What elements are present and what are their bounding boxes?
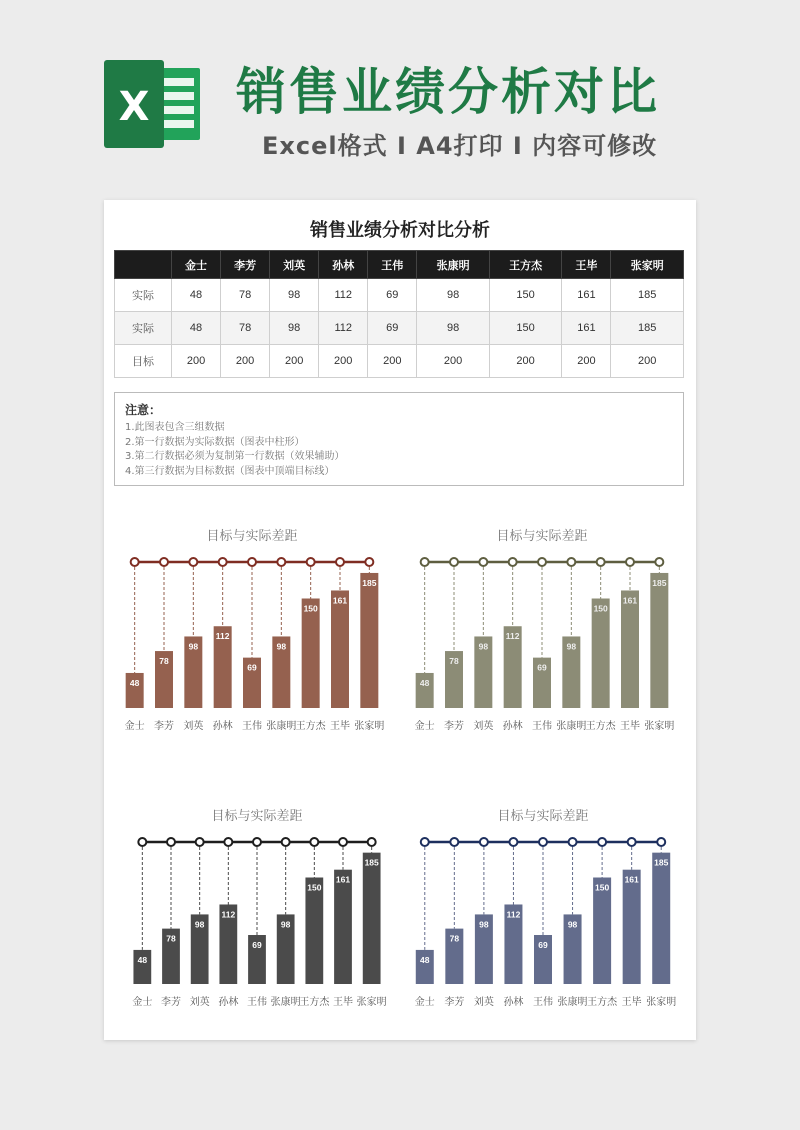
table-cell: 48 [172,279,221,312]
bar-value-label: 161 [335,874,351,885]
chart-svg [400,786,686,1026]
table-cell: 150 [489,312,562,345]
bar-王毕 [331,590,349,708]
table-cell: 112 [319,279,368,312]
page-subtitle: Excel格式 I A4打印 I 内容可修改 [262,132,658,160]
chart-olive [400,506,684,750]
chart-title: 目标与实际差距 [211,809,303,824]
target-marker [657,838,665,846]
category-label: 李芳 [444,997,465,1008]
bar-value-label: 78 [159,656,169,667]
excel-icon-badge [104,60,164,148]
bar-张家明 [363,853,381,984]
bar-王毕 [623,870,641,984]
target-marker [479,558,487,566]
target-marker [480,838,488,846]
category-label: 刘英 [189,997,210,1008]
target-marker [421,558,429,566]
category-label: 王毕 [620,721,640,732]
category-label: 王方杰 [299,997,330,1008]
target-marker [131,558,139,566]
table-cell: 98 [270,312,319,345]
category-label: 王毕 [621,997,642,1008]
bar-value-label: 98 [280,919,291,930]
bar-value-label: 48 [419,677,430,688]
bar-value-label: 98 [567,919,578,930]
bar-value-label: 150 [595,882,610,893]
table-cell: 161 [562,312,611,345]
row-label: 目标 [115,345,172,378]
row-label: 实际 [115,312,172,345]
chart-brown [110,506,394,750]
table-cell: 69 [368,279,417,312]
table-cell: 185 [611,312,684,345]
chart-title: 目标与实际差距 [206,529,298,544]
chart-svg [110,506,394,750]
table-header-cell: 王毕 [562,251,611,279]
bar-王毕 [334,870,352,984]
bar-value-label: 78 [449,933,460,944]
table-header-cell: 王伟 [368,251,417,279]
note-line: 3.第二行数据必须为复制第一行数据（效果辅助） [125,451,345,462]
target-marker [655,558,663,566]
page-header [0,0,800,190]
target-marker [160,558,168,566]
category-label: 王伟 [532,721,552,732]
bar-value-label: 185 [362,577,377,588]
category-label: 李芳 [154,721,174,732]
category-label: 王毕 [333,997,353,1008]
category-label: 孙林 [212,721,233,732]
table-cell: 69 [368,312,417,345]
bar-value-label: 69 [252,940,262,951]
bar-王方杰 [592,599,610,709]
category-label: 李芳 [444,721,464,732]
chart-title: 目标与实际差距 [497,809,589,824]
table-header-cell: 张家明 [611,251,684,279]
target-marker [450,838,458,846]
chart-title: 目标与实际差距 [496,529,588,544]
category-label: 张康明 [556,721,587,732]
bar-value-label: 161 [332,595,348,606]
table-cell: 185 [611,279,684,312]
table-cell: 98 [270,279,319,312]
category-label: 张康明 [557,997,588,1008]
target-marker [597,558,605,566]
bar-张家明 [652,853,670,984]
bar-value-label: 69 [538,940,548,951]
table-header-cell [115,251,172,279]
excel-icon-letter: X [118,84,150,130]
category-label: 金士 [124,721,145,732]
target-marker [253,838,261,846]
bar-value-label: 150 [307,882,322,893]
row-label: 实际 [115,279,172,312]
target-marker [339,838,347,846]
category-label: 李芳 [161,997,181,1008]
table-cell: 200 [270,345,319,378]
bar-value-label: 48 [129,677,140,688]
category-label: 孙林 [218,997,239,1008]
target-marker [569,838,577,846]
target-marker [365,558,373,566]
note-title: 注意： [125,403,162,417]
target-marker [368,838,376,846]
category-label: 金士 [132,997,153,1008]
bar-value-label: 98 [276,641,287,652]
table-cell: 200 [562,345,611,378]
table-cell: 200 [221,345,270,378]
table-cell: 98 [417,279,490,312]
bar-value-label: 98 [566,641,577,652]
bar-value-label: 185 [364,857,379,868]
bar-value-label: 112 [505,631,520,642]
category-label: 张家明 [356,997,387,1008]
table-row [115,279,684,312]
table-header-cell: 王方杰 [489,251,562,279]
bar-王毕 [621,590,639,708]
document-title: 销售业绩分析对比分析 [310,220,490,241]
target-marker [310,838,318,846]
target-marker [196,838,204,846]
category-label: 王方杰 [295,721,326,732]
category-label: 王方杰 [585,721,616,732]
note-line: 1.此图表包含三组数据 [125,422,225,433]
category-label: 孙林 [503,997,524,1008]
bar-王方杰 [305,878,323,985]
bar-value-label: 112 [215,631,230,642]
table-header-row [115,251,684,279]
target-marker [421,838,429,846]
bar-value-label: 98 [479,919,489,930]
target-marker [628,838,636,846]
category-label: 王伟 [242,721,262,732]
table-cell: 161 [562,279,611,312]
target-marker [277,558,285,566]
chart-navy [400,786,686,1026]
table-cell: 150 [489,279,562,312]
table-header-cell: 李芳 [221,251,270,279]
table-header-cell: 金士 [172,251,221,279]
table-cell: 78 [221,312,270,345]
bar-value-label: 98 [478,641,489,652]
table-cell: 200 [368,345,417,378]
table-cell: 78 [221,279,270,312]
category-label: 张康明 [266,721,297,732]
bar-value-label: 98 [194,919,205,930]
bar-value-label: 112 [506,909,521,920]
table-cell: 98 [417,312,490,345]
bar-value-label: 78 [449,656,459,667]
table-cell: 112 [319,312,368,345]
target-marker [626,558,634,566]
table-header-cell: 刘英 [270,251,319,279]
target-marker [248,558,256,566]
chart-svg [400,506,684,750]
table-cell: 200 [611,345,684,378]
category-label: 刘英 [473,997,494,1008]
bar-value-label: 185 [652,577,667,588]
category-label: 王伟 [533,997,553,1008]
chart-charcoal [118,786,396,1026]
bar-value-label: 161 [622,595,638,606]
bar-value-label: 161 [624,874,639,885]
target-marker [539,838,547,846]
category-label: 王毕 [330,721,350,732]
category-label: 王伟 [247,997,267,1008]
category-label: 金士 [414,721,435,732]
target-marker [138,838,146,846]
target-marker [224,838,232,846]
bar-张家明 [650,573,668,708]
table-cell: 200 [417,345,490,378]
table-row [115,345,684,378]
bar-value-label: 98 [188,641,199,652]
bar-value-label: 48 [420,954,430,965]
table-row [115,312,684,345]
bar-王方杰 [302,599,320,709]
chart-svg [118,786,396,1026]
category-label: 张家明 [644,721,675,732]
bar-value-label: 150 [593,603,608,614]
table-cell: 48 [172,312,221,345]
bar-value-label: 69 [537,662,547,673]
target-marker [189,558,197,566]
bar-张家明 [360,573,378,708]
category-label: 张家明 [354,721,385,732]
category-label: 张康明 [270,997,301,1008]
bar-value-label: 48 [137,954,148,965]
category-label: 刘英 [183,721,204,732]
sales-table [114,250,684,378]
bar-value-label: 78 [166,933,176,944]
bar-value-label: 185 [654,857,669,868]
category-label: 孙林 [502,721,523,732]
target-marker [167,838,175,846]
note-box [114,392,684,486]
target-marker [336,558,344,566]
bar-value-label: 150 [303,603,318,614]
excel-icon [104,56,204,152]
page-title: 销售业绩分析对比 [236,63,660,121]
target-marker [450,558,458,566]
target-marker [598,838,606,846]
bar-王方杰 [593,878,611,985]
table-header-cell: 张康明 [417,251,490,279]
target-marker [538,558,546,566]
category-label: 刘英 [473,721,494,732]
document-page [104,200,696,1040]
category-label: 金士 [414,997,435,1008]
category-label: 张家明 [646,997,677,1008]
table-cell: 200 [319,345,368,378]
table-cell: 200 [489,345,562,378]
bar-value-label: 112 [221,909,236,920]
note-line: 4.第三行数据为目标数据（图表中顶端目标线） [125,465,335,477]
note-line: 2.第一行数据为实际数据（图表中柱形） [125,436,305,448]
target-marker [282,838,290,846]
table-cell: 200 [172,345,221,378]
bar-value-label: 69 [247,662,257,673]
target-marker [509,838,517,846]
target-marker [307,558,315,566]
target-marker [567,558,575,566]
target-marker [509,558,517,566]
category-label: 王方杰 [587,997,618,1008]
target-marker [219,558,227,566]
table-header-cell: 孙林 [319,251,368,279]
